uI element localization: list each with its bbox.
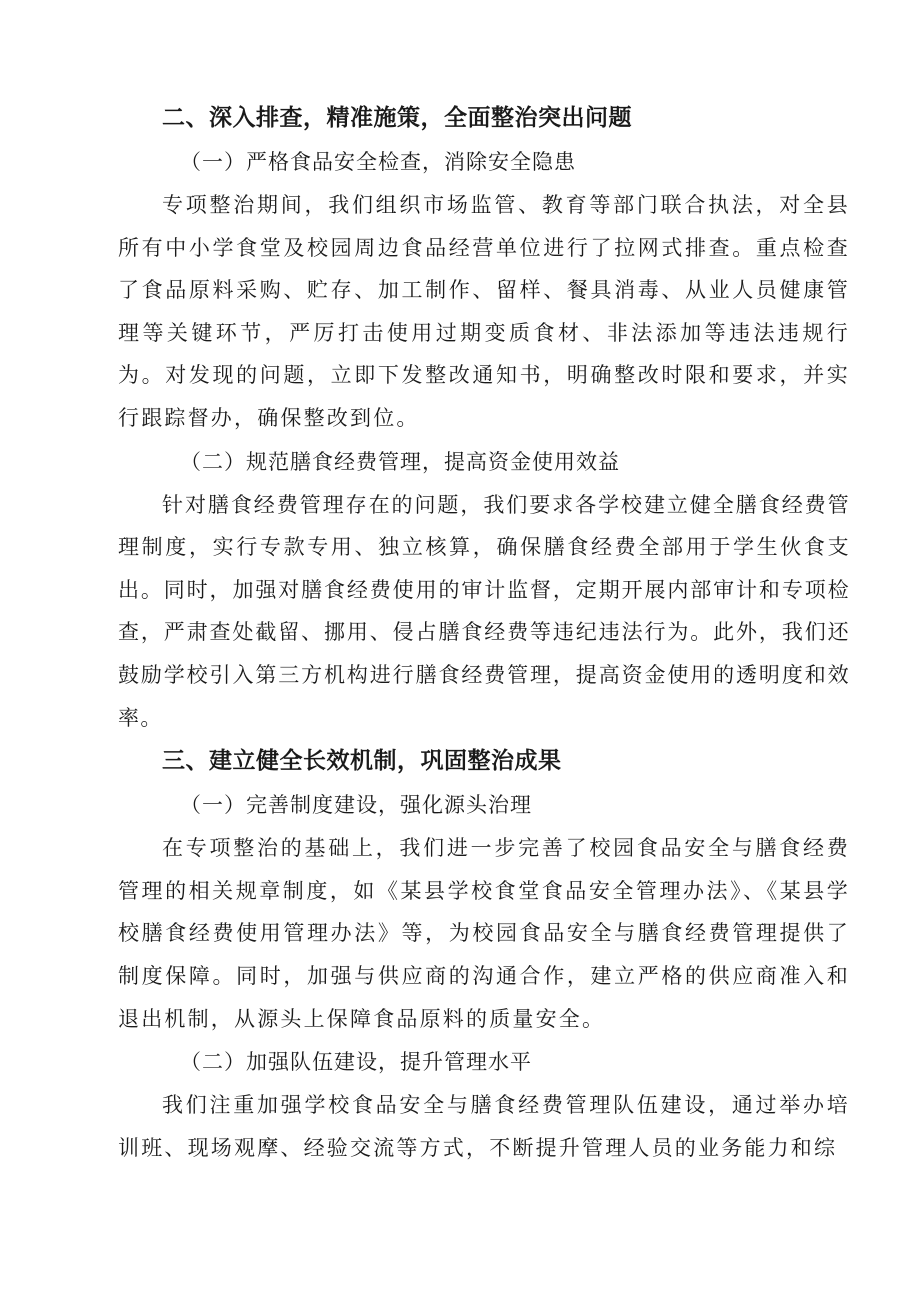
section-2-2-paragraph: 针对膳食经费管理存在的问题，我们要求各学校建立健全膳食经费管理制度，实行专款专用、独立核算，确保膳食经费全部用于学生伙食支出。同时，加强对膳食经费使用的审计监督，定期开展内部审计和专项检查，严肃查处截留、挪用、侵占膳食经费等违纪违法行为。此外，我们还鼓励学校引入第三方机构进行膳食经费管理，提高资金使用的透明度和效率。 xyxy=(118,492,850,730)
section-2-1-paragraph: 专项整治期间，我们组织市场监管、教育等部门联合执法，对全县所有中小学食堂及校园周边食品经营单位进行了拉网式排查。重点检查了食品原料采购、贮存、加工制作、留样、餐具消毒、从业人员健康管理等关键环节，严厉打击使用过期变质食材、非法添加等违法违规行为。对发现的问题，立即下发整改通知书，明确整改时限和要求，并实行跟踪督办，确保整改到位。 xyxy=(118,193,850,430)
section-3-2-heading: （二）加强队伍建设，提升管理水平 xyxy=(180,1050,532,1075)
section-2-1-heading: （一）严格食品安全检查，消除安全隐患 xyxy=(180,150,576,174)
section-3-1-paragraph: 在专项整治的基础上，我们进一步完善了校园食品安全与膳食经费管理的相关规章制度，如《某县学校食堂食品安全管理办法》、《某县学校膳食经费使用管理办法》等，为校园食品安全与膳食经费管理提供了制度保障。同时，加强与供应商的沟通合作，建立严格的供应商准入和退出机制，从源头上保障食品原料的质量安全。 xyxy=(118,836,850,1031)
section-3-1-heading: （一）完善制度建设，强化源头治理 xyxy=(180,793,532,818)
section-2-heading: 二、深入排查，精准施策，全面整治突出问题 xyxy=(162,105,632,131)
section-3-heading: 三、建立健全长效机制，巩固整治成果 xyxy=(162,748,562,775)
section-2-2-heading: （二）规范膳食经费管理，提高资金使用效益 xyxy=(180,449,620,474)
section-3-2-paragraph: 我们注重加强学校食品安全与膳食经费管理队伍建设，通过举办培训班、现场观摩、经验交流等方式，不断提升管理人员的业务能力和综 xyxy=(118,1093,850,1160)
